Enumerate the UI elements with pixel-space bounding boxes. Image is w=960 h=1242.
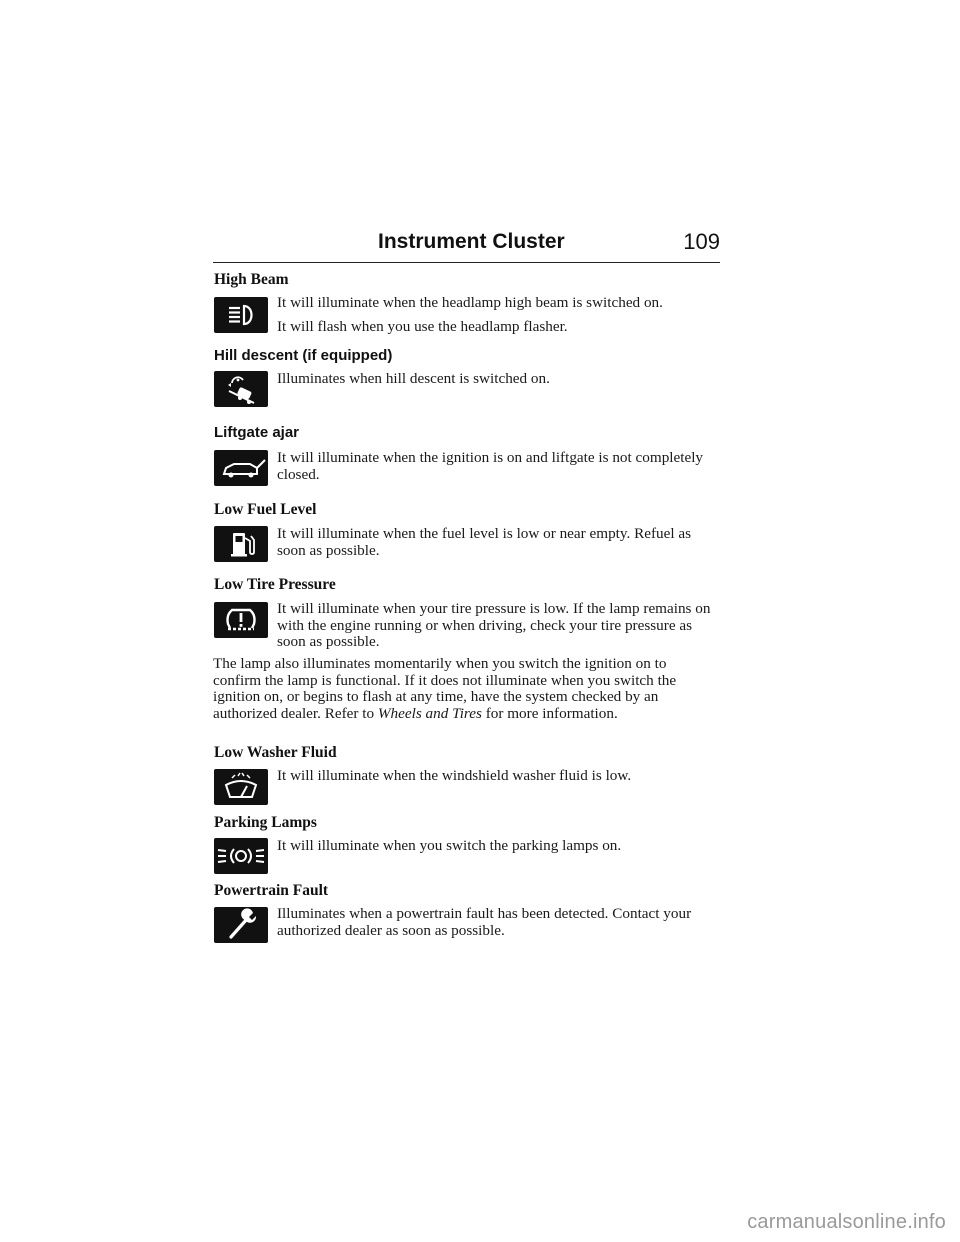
tire-paragraph-end: for more information. — [481, 704, 618, 722]
hill-descent-description — [277, 371, 717, 388]
parking-lamps-line-1: It will illuminate when you switch the parking lamps on. — [277, 837, 622, 854]
fuel-pump-icon — [214, 526, 268, 562]
liftgate-ajar-icon — [214, 450, 268, 486]
low-fuel-line-1: It will illuminate when the fuel level is low or near empty. Refuel as soon as possible. — [277, 525, 692, 559]
wheels-and-tires-reference: Wheels and Tires — [377, 704, 482, 722]
hill-descent-line-1: Illuminates when hill descent is switched on. — [277, 370, 550, 387]
wrench-icon — [214, 907, 268, 943]
heading-liftgate-ajar: Liftgate ajar — [214, 424, 300, 441]
high-beam-line-1: It will illuminate when the headlamp high beam is switched on. — [277, 294, 663, 311]
high-beam-description — [277, 295, 717, 335]
heading-low-fuel-level: Low Fuel Level — [214, 501, 317, 518]
heading-high-beam: High Beam — [214, 271, 289, 288]
page-header — [213, 228, 720, 263]
low-washer-line-1: It will illuminate when the windshield washer fluid is low. — [277, 767, 632, 784]
heading-powertrain-fault: Powertrain Fault — [214, 882, 329, 899]
low-tire-description — [277, 601, 717, 651]
page-number: 109 — [683, 229, 720, 254]
liftgate-ajar-description — [277, 450, 717, 483]
tire-pressure-paragraph — [213, 656, 718, 722]
low-tire-line-1: It will illuminate when your tire pressure is low. If the lamp remains on with the engine running or when driving, check your tire pressure as soon as possible. — [277, 600, 711, 650]
hill-descent-icon — [214, 371, 268, 407]
tire-pressure-icon — [214, 602, 268, 638]
washer-fluid-icon — [214, 769, 268, 805]
low-fuel-description — [277, 526, 717, 559]
liftgate-ajar-line-1: It will illuminate when the ignition is on and liftgate is not completely closed. — [277, 449, 704, 483]
low-washer-description — [277, 768, 717, 785]
heading-low-tire-pressure: Low Tire Pressure — [214, 576, 336, 593]
parking-lamps-description — [277, 838, 717, 855]
heading-hill-descent: Hill descent (if equipped) — [214, 347, 393, 364]
heading-parking-lamps: Parking Lamps — [214, 814, 317, 831]
watermark: carmanualsonline.info — [747, 1211, 946, 1233]
high-beam-icon — [214, 297, 268, 333]
page-title: Instrument Cluster — [378, 230, 565, 253]
tire-paragraph-text: The lamp also illuminates momentarily when you switch the ignition on to confirm the lamp is functional. If it does not illuminate when you switch the ignition on, or begins to flash at any time, have the system checked by an authorized dealer. Refer to — [213, 655, 677, 722]
heading-low-washer-fluid: Low Washer Fluid — [214, 744, 337, 761]
high-beam-line-2: It will flash when you use the headlamp flasher. — [277, 317, 568, 335]
powertrain-fault-line-1: Illuminates when a powertrain fault has been detected. Contact your authorized dealer as soon as possible. — [277, 905, 692, 939]
parking-lamps-icon — [214, 838, 268, 874]
powertrain-fault-description — [277, 906, 717, 939]
